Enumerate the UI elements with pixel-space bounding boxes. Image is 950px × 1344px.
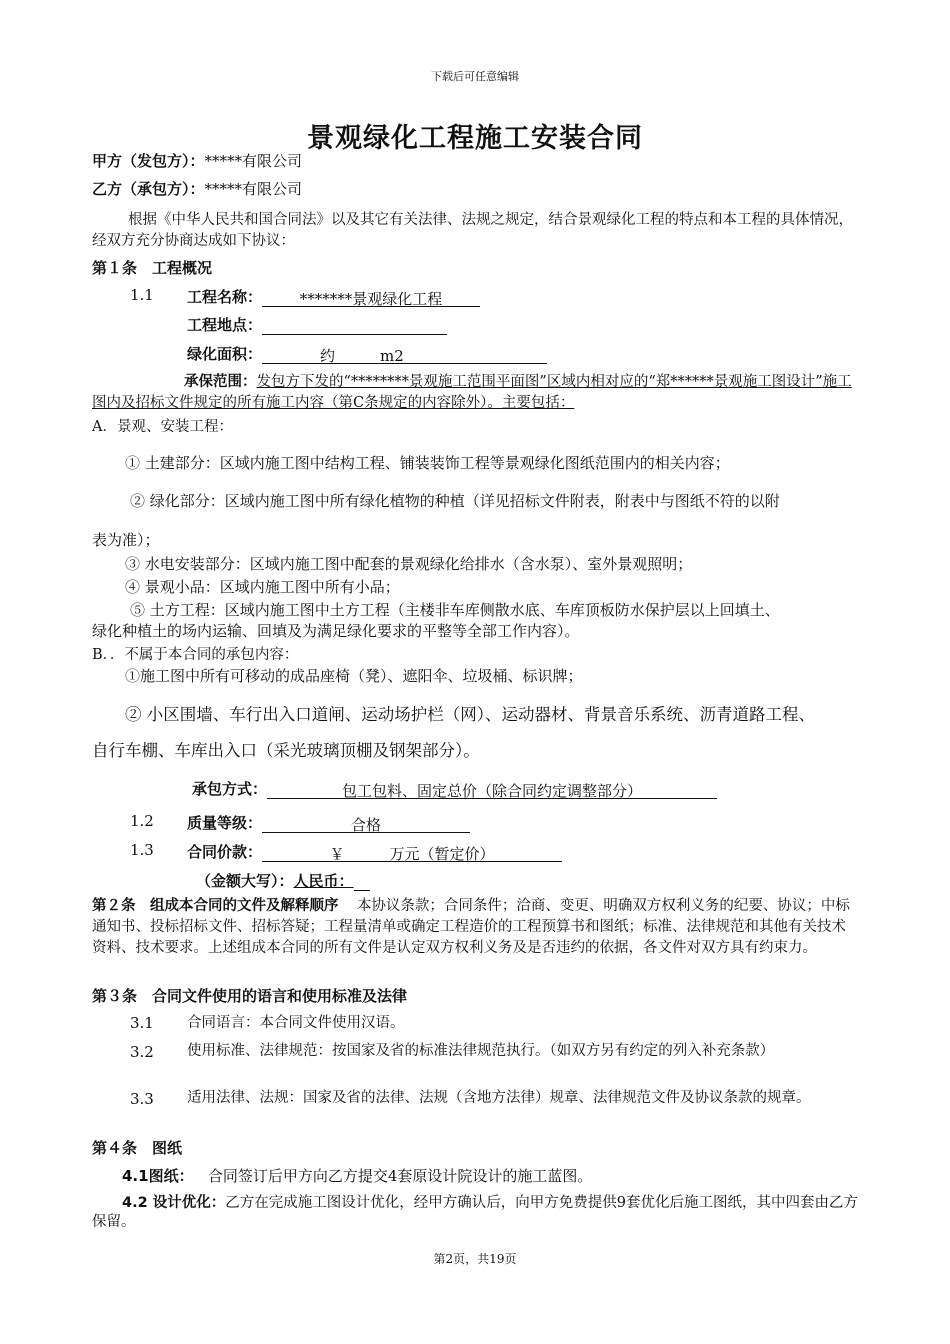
green-area-row	[187, 343, 547, 364]
section-b-item-2-line2: 自行车棚、车库出入口（采光玻璃顶棚及钢架部分）。	[92, 741, 480, 760]
section-b-item-1: ①施工图中所有可移动的成品座椅（凳）、遮阳伞、垃圾桶、标识牌；	[125, 667, 583, 685]
clause-4-2-label: 4.2 设计优化：	[122, 1195, 226, 1211]
party-b-label: 乙方（承包方）：	[92, 180, 205, 198]
contract-method-row	[192, 778, 717, 799]
clause-3-3-number: 3.3	[130, 1090, 154, 1108]
scope-label: 承保范围：	[184, 374, 257, 390]
green-area-text: 约 m2	[320, 347, 404, 365]
quality-row	[187, 812, 470, 833]
contract-method-label: 承包方式：	[192, 780, 268, 798]
section-a-item-5-line2: 绿化种植土的场内运输、回填及为满足绿化要求的平整等全部工作内容）。	[92, 622, 580, 640]
article2-heading: 第２条 组成本合同的文件及解释顺序	[92, 898, 339, 914]
quality-value: 合格	[262, 814, 470, 833]
header-note: 下载后可任意编辑	[431, 70, 519, 83]
section-b-heading: B．．不属于本合同的承包内容：	[92, 647, 299, 663]
section-a-item-2-line2: 表为准）；	[92, 531, 160, 549]
intro-paragraph: 根据《中华人民共和国合同法》以及其它有关法律、法规之规定，结合景观绿化工程的特点和本工程的具体情况，经双方充分协商达成如下协议：	[92, 212, 853, 249]
section-a-item-1: ① 土建部分：区域内施工图中结构工程、铺装装饰工程等景观绿化图纸范围内的相关内容；	[125, 454, 730, 472]
quality-label: 质量等级：	[187, 814, 263, 832]
section-a-heading: A．景观、安装工程：	[92, 419, 233, 435]
section-a-item-3: ③ 水电安装部分：区域内施工图中配套的景观绿化给排水（含水泵）、室外景观照明；	[125, 555, 693, 573]
price-value: ￥ 万元（暂定价）	[262, 843, 562, 862]
project-name-label: 工程名称：	[187, 288, 263, 306]
party-b-value: *****有限公司	[204, 180, 303, 198]
amount-words-blank	[354, 872, 370, 891]
article2-paragraph	[92, 896, 860, 959]
clause-4-1-label: 4.1图纸：	[122, 1167, 194, 1185]
article1-heading: 第１条 工程概况	[92, 259, 213, 277]
green-area-label: 绿化面积：	[187, 345, 263, 363]
clause-3-1-number: 3.1	[130, 1014, 154, 1032]
amount-words-row	[196, 870, 370, 891]
party-a	[92, 150, 302, 171]
clause-3-2-text: 使用标准、法律规范：按国家及省的标准法律规范执行。（如双方另有约定的列入补充条款）	[187, 1043, 775, 1059]
clause-3-1-text: 合同语言：本合同文件使用汉语。	[187, 1015, 405, 1031]
section-a-item-2-line1: ② 绿化部分：区域内施工图中所有绿化植物的种植（详见招标文件附表，附表中与图纸不符的以附	[130, 492, 780, 510]
project-location-row	[187, 314, 447, 335]
clause-3-2-number: 3.2	[130, 1043, 154, 1061]
article3-heading: 第３条 合同文件使用的语言和使用标准及法律	[92, 987, 408, 1005]
project-location-label: 工程地点：	[187, 316, 263, 334]
party-b	[92, 178, 302, 199]
clause-3-3-text: 适用法律、法规：国家及省的法律、法规（含地方法律）规章、法律规范文件及协议条款的规章。	[187, 1090, 811, 1106]
clause-4-2-text: 乙方在完成施工图设计优化，经甲方确认后，向甲方免费提供9套优化后施工图纸，其中四套由乙方保留。	[92, 1195, 858, 1230]
amount-words-value: 人民币：	[293, 872, 354, 890]
party-a-label: 甲方（发包方）：	[92, 152, 205, 170]
amount-words-label: （金额大写）：	[196, 872, 294, 890]
section-a-item-5-line1: ⑤ 土方工程：区域内施工图中土方工程（主楼非车库侧散水底、车库顶板防水保护层以上回填土、	[130, 601, 780, 619]
page-footer: 第2页，共19页	[433, 1252, 517, 1266]
project-name-row	[187, 286, 480, 307]
clause-1-2-number: 1.2	[130, 812, 154, 830]
scope-paragraph	[92, 372, 860, 414]
project-location-value	[262, 316, 447, 335]
project-name-value: *******景观绿化工程	[262, 288, 480, 307]
price-label: 合同价款：	[187, 843, 263, 861]
green-area-value	[262, 345, 547, 364]
clause-1-3-number: 1.3	[130, 841, 154, 859]
party-a-value: *****有限公司	[204, 152, 303, 170]
document-title: 景观绿化工程施工安装合同	[307, 123, 643, 154]
clause-1-1-number: 1.1	[130, 286, 154, 304]
contract-method-value: 包工包料、固定总价（除合同约定调整部分）	[267, 780, 717, 799]
clause-4-1-text: 合同签订后甲方向乙方提交4套原设计院设计的施工蓝图。	[207, 1167, 593, 1185]
clause-4-2	[92, 1194, 860, 1232]
article2-text: 本协议条款；合同条件；洽商、变更、明确双方权利义务的纪要、协议；中标通知书、投标招标文件、招标答疑；工程量清单或确定工程造价的工程预算书和图纸；标准、法律规范和其他有关技术资料、技术要求。上述组成本合同的所有文件是认定双方权利义务及是否违约的依据，各文件对双方具有约束力。	[92, 898, 850, 956]
scope-text: 发包方下发的“********景观施工范围平面图”区域内相对应的“郑******景观施工图设计”施工图内及招标文件规定的所有施工内容（第C条规定的内容除外）。主要包括：	[92, 374, 852, 411]
clause-4-1	[122, 1165, 592, 1186]
article4-heading: 第４条 图纸	[92, 1139, 183, 1157]
section-a-item-4: ④ 景观小品：区域内施工图中所有小品；	[125, 578, 400, 596]
price-row	[187, 841, 562, 862]
section-b-item-2-line1: ② 小区围墙、车行出入口道闸、运动场护栏（网）、运动器材、背景音乐系统、沥青道路工程、	[125, 705, 815, 724]
